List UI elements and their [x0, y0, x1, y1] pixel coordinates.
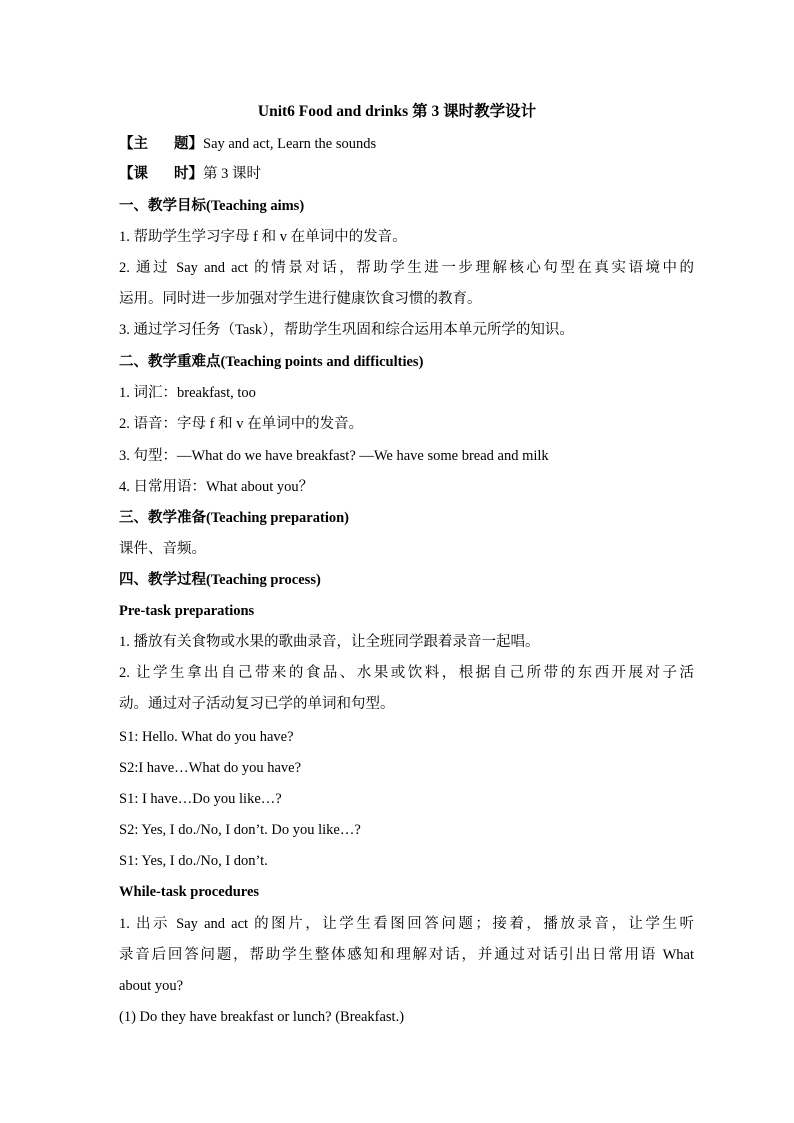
- section-heading-points: 二、教学重难点(Teaching points and difficulties): [119, 354, 424, 370]
- document-title: Unit6 Food and drinks 第 3 课时教学设计: [257, 103, 537, 120]
- dialogue-line: S1: Yes, I do./No, I don’t.: [119, 853, 268, 869]
- while-task-item: (1) Do they have breakfast or lunch? (Breakfast.): [119, 1009, 405, 1025]
- topic-label-close: 题】: [174, 136, 203, 152]
- dialogue-line: S2:I have…What do you have?: [119, 760, 302, 776]
- topic-value: Say and act, Learn the sounds: [203, 136, 377, 152]
- aims-item: 2. 通过 Say and act 的情景对话，帮助学生进一步理解核心句型在真实语境中的: [119, 260, 694, 276]
- aims-item: 1. 帮助学生学习字母 f 和 v 在单词中的发音。: [119, 229, 407, 245]
- dialogue-line: S2: Yes, I do./No, I don’t. Do you like…?: [119, 822, 361, 838]
- points-item: 1. 词汇：breakfast, too: [119, 385, 256, 401]
- points-item: 2. 语音：字母 f 和 v 在单词中的发音。: [119, 416, 364, 432]
- subheading-while-task: While-task procedures: [119, 884, 260, 900]
- pre-task-item: 动。通过对子活动复习已学的单词和句型。: [119, 696, 395, 712]
- points-item: 4. 日常用语：What about you？: [119, 479, 314, 495]
- topic-line: [119, 134, 694, 154]
- while-task-item: about you?: [119, 978, 184, 994]
- dialogue-line: S1: I have…Do you like…?: [119, 791, 282, 807]
- while-task-item: 录音后回答问题，帮助学生整体感知和理解对话，并通过对话引出日常用语 What: [119, 947, 694, 963]
- aims-item: 运用。同时进一步加强对学生进行健康饮食习惯的教育。: [119, 291, 482, 307]
- period-label-open: 【课: [119, 166, 148, 182]
- period-label-close: 时】: [174, 166, 203, 182]
- period-line: [119, 164, 694, 184]
- section-heading-preparation: 三、教学准备(Teaching preparation): [119, 510, 349, 526]
- subheading-pre-task: Pre-task preparations: [119, 603, 255, 619]
- points-item: 3. 句型：—What do we have breakfast? —We have some bread and milk: [119, 448, 549, 464]
- period-label: [119, 164, 203, 184]
- section-heading-process: 四、教学过程(Teaching process): [119, 572, 321, 588]
- dialogue-line: S1: Hello. What do you have?: [119, 729, 294, 745]
- preparation-item: 课件、音频。: [119, 541, 206, 557]
- topic-label: [119, 134, 203, 154]
- period-value: 第 3 课时: [203, 166, 261, 182]
- aims-item: 3. 通过学习任务（Task），帮助学生巩固和综合运用本单元所学的知识。: [119, 322, 574, 338]
- topic-label-open: 【主: [119, 136, 148, 152]
- pre-task-item: 1. 播放有关食物或水果的歌曲录音，让全班同学跟着录音一起唱。: [119, 634, 540, 650]
- while-task-item: 1. 出示 Say and act 的图片，让学生看图回答问题；接着，播放录音，让学生听: [119, 916, 694, 932]
- section-heading-aims: 一、教学目标(Teaching aims): [119, 198, 305, 214]
- pre-task-item: 2. 让学生拿出自己带来的食品、水果或饮料，根据自己所带的东西开展对子活: [119, 665, 694, 681]
